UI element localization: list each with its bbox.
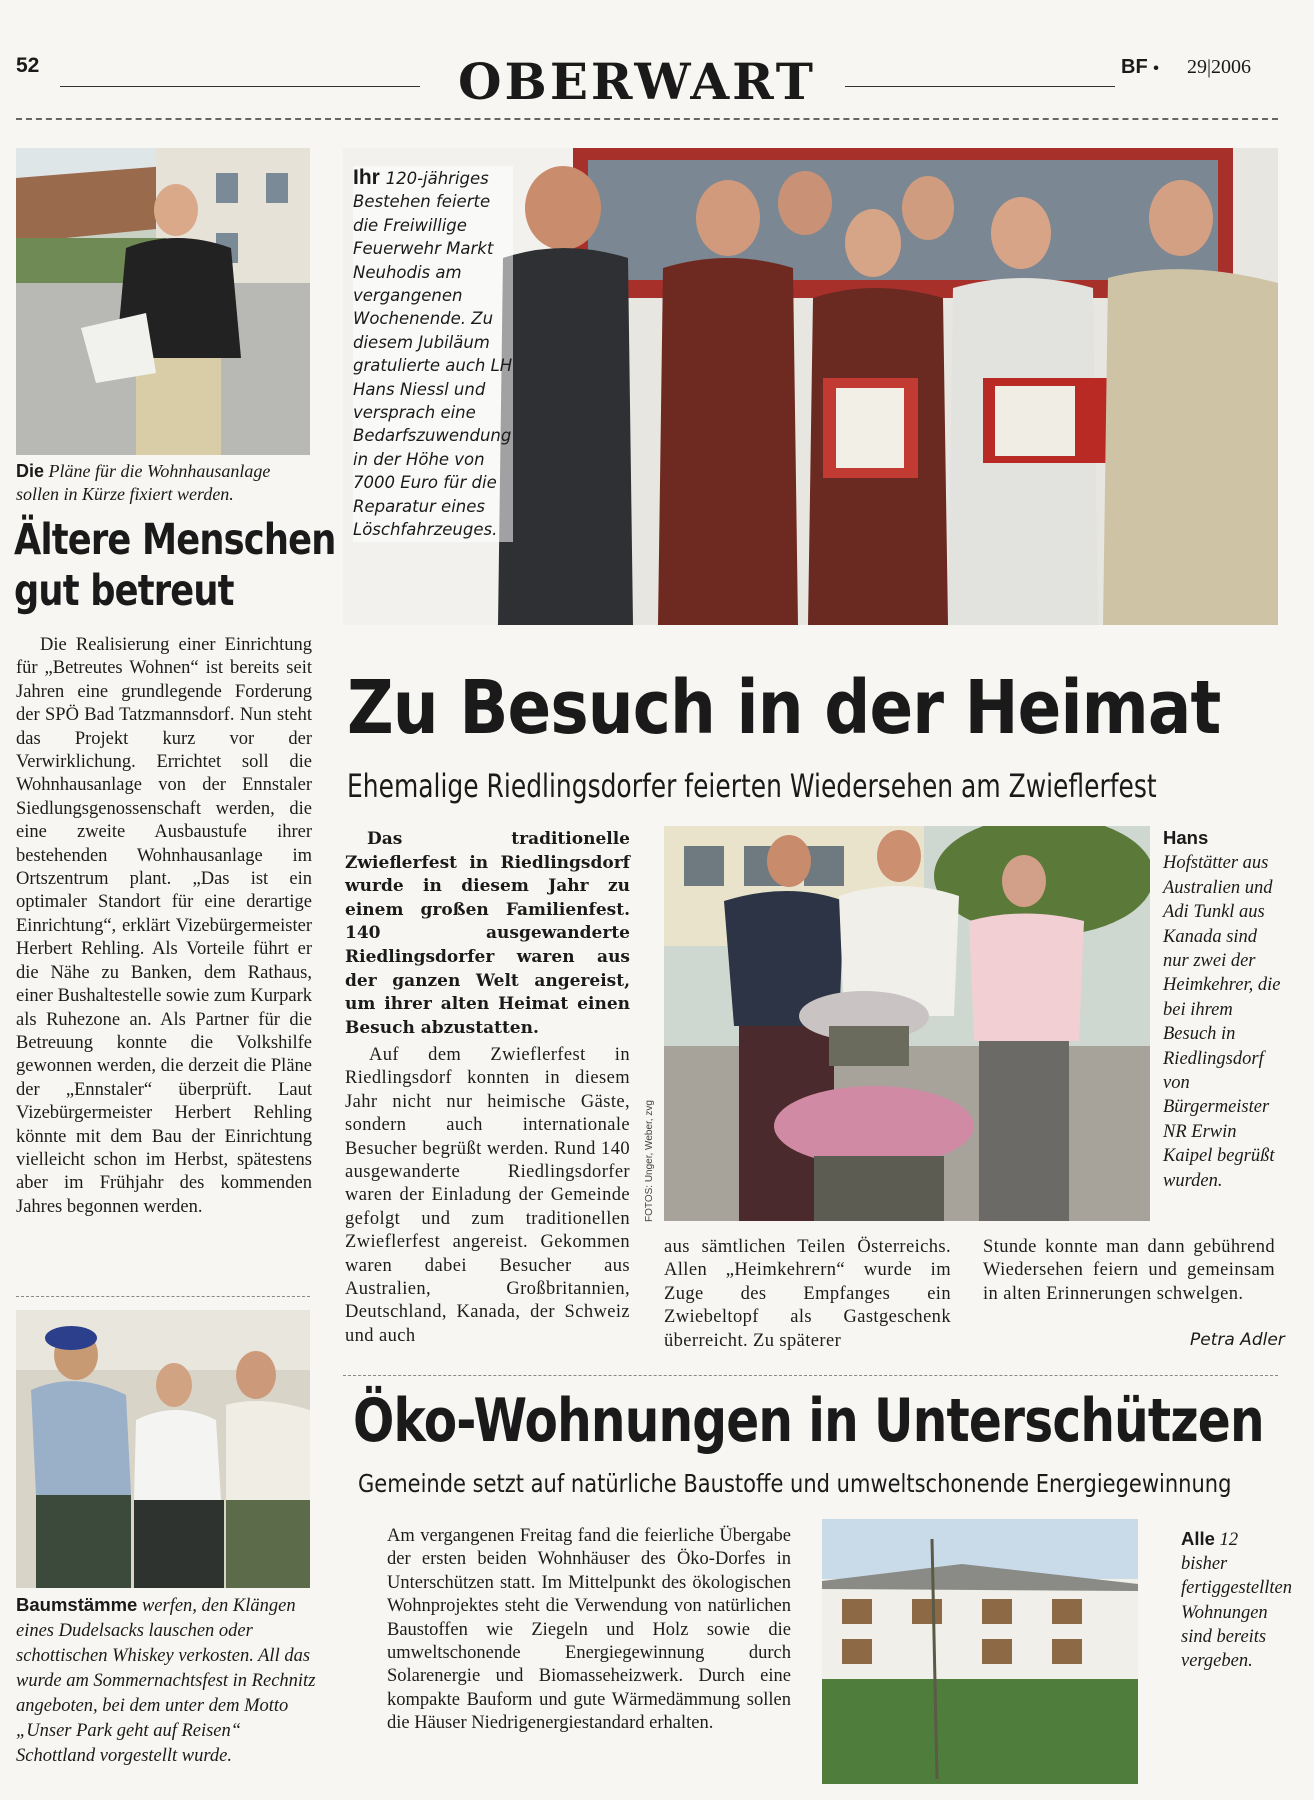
- left-headline-line2: gut betreut: [14, 566, 234, 616]
- fire-caption-lead: Ihr: [353, 166, 380, 189]
- eco-caption-text: 12 bisher fertiggestellten Wohnungen sind bereits vergeben.: [1181, 1530, 1292, 1672]
- left-headline: [14, 515, 336, 617]
- scotland-caption-text: werfen, den Klängen eines Dudelsacks lauschen oder schottischen Whiskey verkosten. All das wurde am Sommernachtsfest in Rechnitz angeboten, bei dem unter dem Motto „Unser Park geht auf Reisen“ Schottland vorgestellt wurde.: [16, 1596, 316, 1766]
- main-headline: Zu Besuch in der Heimat: [347, 665, 1221, 751]
- main-col2: aus sämtlichen Teilen Österreichs. Allen „Heimkehrern“ wurde im Zuge des Empfanges ein Zwiebeltopf als Gastgeschenk überreicht. Zu späterer: [664, 1237, 951, 1351]
- paper-label: BF: [1121, 56, 1148, 78]
- housing-photo-caption: [16, 460, 316, 506]
- heimkehrer-photo: [664, 826, 1150, 1221]
- left-article-body: Die Realisierung einer Einrichtung für „Betreutes Wohnen“ ist bereits seit Jahren eine grundlegende Forderung der SPÖ Bad Tatzmannsdorf. Nun steht das Projekt kurz vor der Verwirklichung. Errichtet soll die Wohnhausanlage von der Ennstaler Siedlungsgenossenschaft werden, die eine zweite Ausbaustufe ihrer bestehenden Wohnhausanlage im Ortszentrum plant. „Das ist ein optimaler Standort für eine derartige Einrichtung“, erklärt Vizebürgermeister Herbert Rehling. Als Vorteile führt er die Nähe zu Banken, dem Rathaus, einer Bushaltestelle sowie zum Kurpark als Ruhezone an. Als Partner für die Betreuung konnte die Volkshilfe gewonnen werden, die derzeit die Pläne der „Ennstaler“ überprüft. Laut Vizebürgermeister Herbert Rehling könnte mit dem Bau der Einrichtung vielleicht schon im Herbst, spätestens aber im Frühjahr des kommenden Jahres begonnen werden.: [16, 635, 312, 1217]
- eco-housing-photo: [822, 1519, 1138, 1784]
- left-separator: [16, 1296, 310, 1297]
- eco-caption: [1181, 1527, 1292, 1673]
- author-name: Petra Adler: [1190, 1330, 1285, 1350]
- eco-caption-lead: Alle: [1181, 1528, 1215, 1549]
- scotland-caption: [16, 1592, 316, 1769]
- heimkehrer-caption-lead: Hans: [1163, 827, 1209, 848]
- main-col3: Stunde konnte man dann gebührend Wiedersehen feiern und gemeinsam in alten Erinnerungen schwelgen.: [983, 1237, 1275, 1304]
- heimkehrer-caption: [1163, 826, 1281, 1193]
- scotland-caption-lead: Baumstämme: [16, 1594, 138, 1615]
- housing-photo: [16, 148, 310, 455]
- header-rule-right: [845, 86, 1115, 87]
- caption-text: Pläne für die Wohnhausanlage sollen in Kürze fixiert werden.: [16, 461, 271, 504]
- paper-name: [1121, 56, 1159, 79]
- header-rule-left: [60, 86, 420, 87]
- header-dashed-rule: [16, 118, 1278, 120]
- heimkehrer-caption-text: Hofstätter aus Australien und Adi Tunkl aus Kanada sind nur zwei der Heimkehrer, die bei ihrem Besuch in Riedlingsdorf von Bürgermeister NR Erwin Kaipel begrüßt wurden.: [1163, 853, 1281, 1191]
- caption-lead: Die: [16, 461, 45, 481]
- main-col1: Auf dem Zwieflerfest in Riedlingsdorf konnten in diesem Jahr nicht nur heimische Gäste, sondern auch internationale Besucher begrüßt werden. Rund 140 ausgewanderte Riedlingsdorfer waren der Einladung der Gemeinde gefolgt und zum traditionellen Zwieflerfest angereist. Gekommen waren dabei Besucher aus Australien, Großbritannien, Deutschland, Kanada, der Schweiz und auch: [345, 1045, 630, 1346]
- eco-body: Am vergangenen Freitag fand die feierliche Übergabe der ersten beiden Wohnhäuser des Öko-Dorfes in Unterschützen statt. Im Mittelpunkt des ökologischen Wohnprojektes steht die Verwendung von natürlichen Baustoffen wie Ziegeln und Holz sowie die umweltschonende Energiegewinnung durch Solarenergie und Biomasseheizwerk. Durch eine kompakte Bauform und gute Wärmedämmung sollen die Häuser Niedrigenergiestandard erhalten.: [387, 1526, 791, 1734]
- fire-caption-text: 120-jähriges Bestehen feierte die Freiwillige Feuerwehr Markt Neuhodis am vergangenen Wochenende. Zu diesem Jubiläum gratulierte auch LH Hans Niessl und versprach eine Bedarfszuwendung in der Höhe von 7000 Euro für die Reparatur eines Löschfahrzeuges.: [353, 169, 513, 540]
- page-number: 52: [16, 54, 40, 77]
- issue-number: 29|2006: [1187, 56, 1252, 78]
- scotland-photo: [16, 1310, 310, 1588]
- eco-headline: Öko-Wohnungen in Unterschützen: [353, 1386, 1264, 1456]
- photo-credit: FOTOS: Unger, Weber, zvg: [644, 1100, 655, 1222]
- eco-top-rule: [343, 1375, 1278, 1376]
- main-subheadline: Ehemalige Riedlingsdorfer feierten Wiedersehen am Zwieflerfest: [347, 767, 1157, 805]
- section-title: OBERWART: [458, 52, 817, 111]
- left-headline-line1: Ältere Menschen: [14, 515, 336, 565]
- bullet: •: [1153, 60, 1159, 77]
- main-lead: Das traditionelle Zwieflerfest in Riedlingsdorf wurde in diesem Jahr zu einem großen Familienfest. 140 ausgewanderte Riedlingsdorfer waren aus der ganzen Welt angereist, um ihrer alten Heimat einen Besuch abzustatten.: [345, 829, 630, 1038]
- eco-subheadline: Gemeinde setzt auf natürliche Baustoffe und umweltschonende Energiegewinnung: [358, 1469, 1232, 1498]
- fire-brigade-caption: [353, 166, 513, 542]
